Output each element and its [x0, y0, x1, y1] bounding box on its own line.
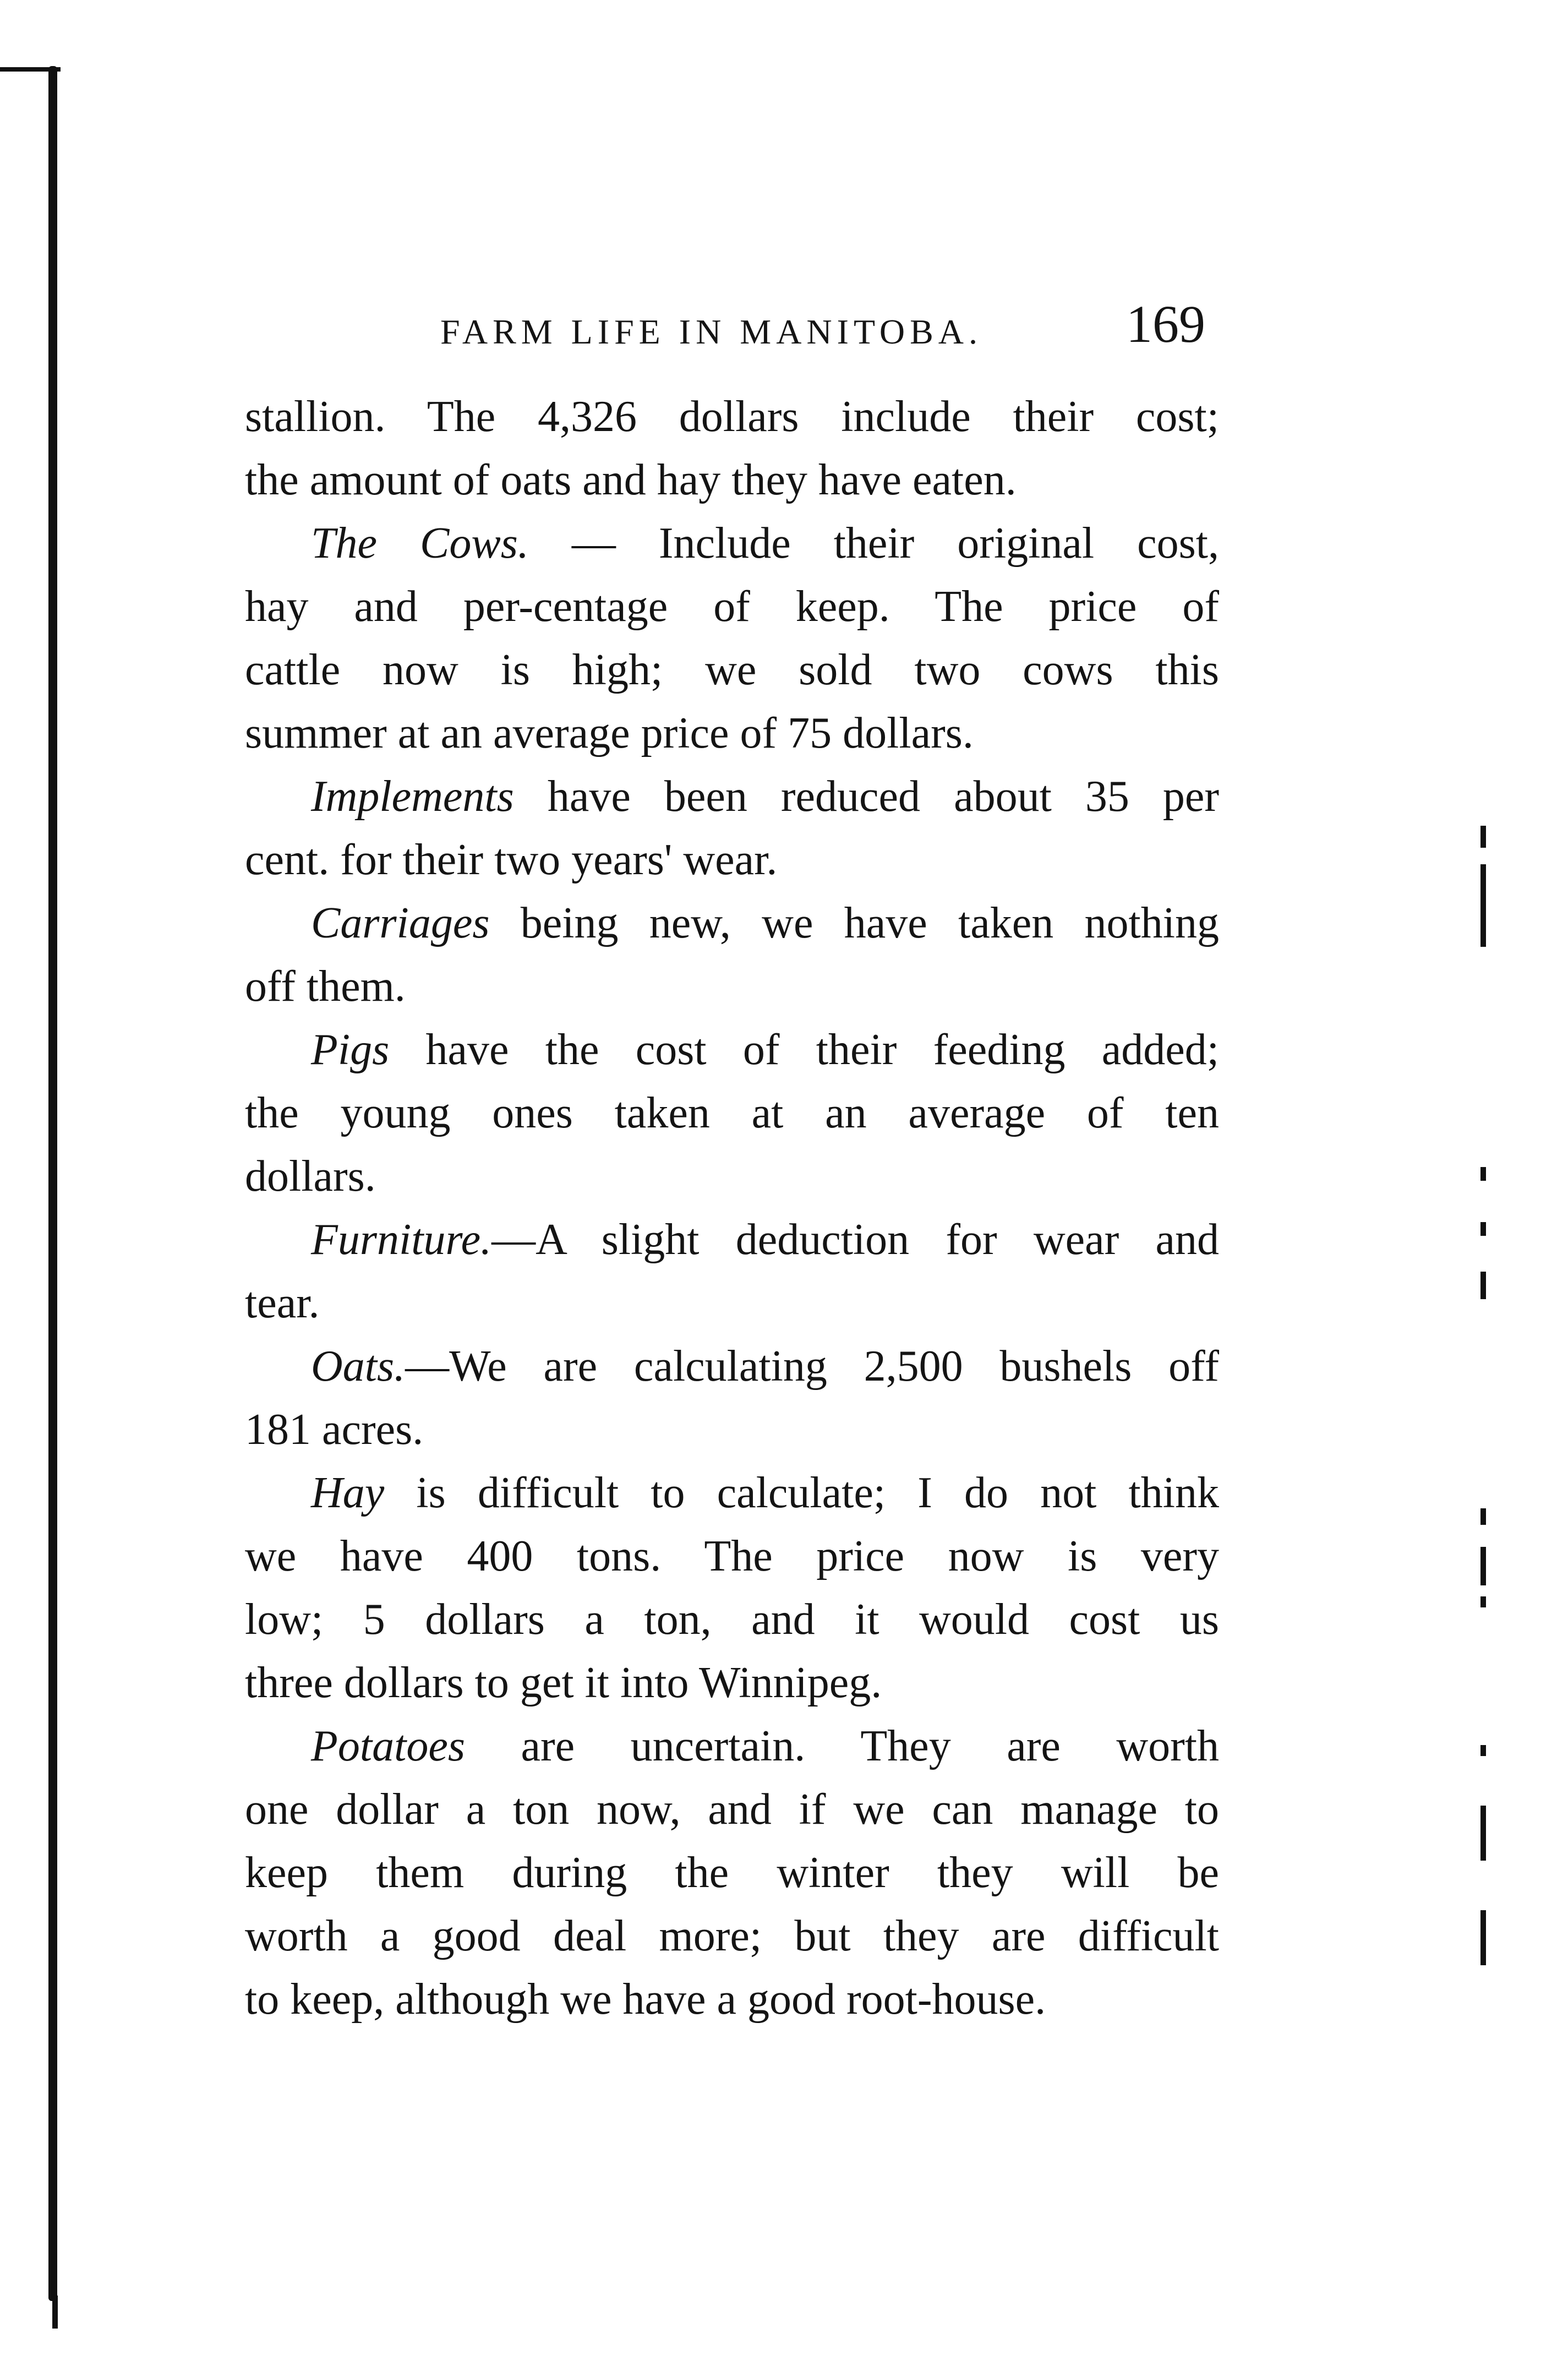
text-line: keep them during the winter they will be [245, 1849, 1219, 1897]
text-run: are uncertain. They are worth [465, 1722, 1219, 1770]
text-line: the amount of oats and hay they have eaten. [245, 456, 1017, 504]
scan-speck [1480, 1745, 1486, 1756]
item-heading: Furniture. [311, 1215, 492, 1264]
text-line: off them. [245, 962, 406, 1011]
paragraph-the-cows [245, 512, 1219, 575]
text-line: cattle now is high; we sold two cows this [245, 646, 1219, 694]
scan-speck [1480, 1272, 1486, 1299]
text-run: being new, we have taken nothing [489, 899, 1219, 947]
item-heading: Hay [311, 1469, 385, 1517]
text-line: the young ones taken at an average of ten [245, 1089, 1219, 1137]
paragraph-oats [245, 1335, 1219, 1398]
item-heading: The Cows. [311, 519, 529, 568]
text-line: low; 5 dollars a ton, and it would cost us [245, 1595, 1219, 1644]
text-run: have been reduced about 35 per [513, 772, 1219, 821]
text-run: is difficult to calculate; I do not think [384, 1469, 1219, 1517]
binding-edge-foot [52, 2296, 58, 2329]
text-line: three dollars to get it into Winnipeg. [245, 1659, 882, 1707]
scan-speck [1480, 1508, 1486, 1525]
text-line: 181 acres. [245, 1405, 424, 1454]
text-line: one dollar a ton now, and if we can manage to [245, 1785, 1219, 1834]
scan-speck [1480, 1222, 1486, 1236]
item-heading: Carriages [311, 899, 490, 947]
scan-speck [1480, 1547, 1486, 1585]
scan-speck [1480, 864, 1486, 947]
item-heading: Oats. [311, 1342, 406, 1391]
text-line: cent. for their two years' wear. [245, 836, 778, 884]
text-line: to keep, although we have a good root-house. [245, 1975, 1046, 2024]
paragraph-potatoes [245, 1715, 1219, 1778]
text-run: — Include their original cost, [528, 519, 1219, 568]
item-heading: Potatoes [311, 1722, 465, 1770]
page-header [440, 292, 1205, 358]
text-line: stallion. The 4,326 dollars include their cost; [245, 392, 1219, 441]
body-text [245, 385, 1219, 2031]
text-line: dollars. [245, 1152, 376, 1201]
page-number: 169 [1126, 295, 1205, 353]
item-heading: Pigs [311, 1026, 390, 1074]
text-line: hay and per-centage of keep. The price of [245, 582, 1219, 631]
running-head: FARM LIFE IN MANITOBA. [440, 312, 982, 351]
item-heading: Implements [311, 772, 514, 821]
scan-speck [1480, 1910, 1486, 1965]
text-run: —We are calculating 2,500 bushels off [405, 1342, 1219, 1391]
text-line: summer at an average price of 75 dollars. [245, 709, 974, 757]
paragraph-pigs [245, 1018, 1219, 1082]
text-run: —A slight deduction for wear and [491, 1215, 1219, 1264]
text-line: we have 400 tons. The price now is very [245, 1532, 1219, 1580]
text-run: have the cost of their feeding added; [389, 1026, 1219, 1074]
scan-speck [1480, 1806, 1486, 1861]
scan-speck [1480, 1167, 1486, 1181]
binding-edge-line [48, 66, 57, 2301]
text-line: tear. [245, 1279, 320, 1327]
text-line: worth a good deal more; but they are difficult [245, 1912, 1219, 1960]
paragraph-hay [245, 1462, 1219, 1525]
scan-speck [1480, 1596, 1486, 1607]
paragraph-furniture [245, 1208, 1219, 1272]
paragraph-carriages [245, 892, 1219, 955]
scan-speck [1480, 826, 1486, 848]
paragraph-implements [245, 765, 1219, 828]
